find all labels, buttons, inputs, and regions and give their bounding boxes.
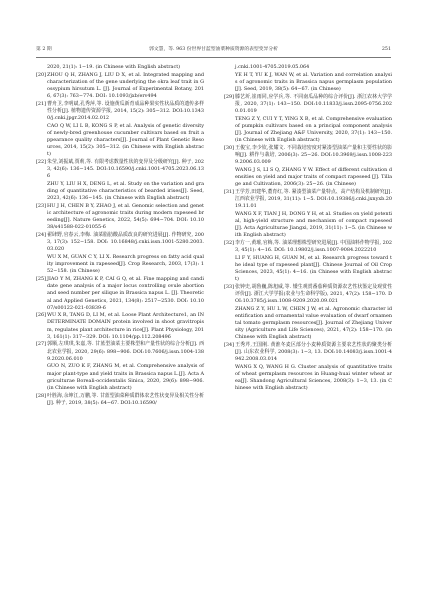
reference-entry xyxy=(36,276,204,312)
references-left-column xyxy=(36,64,204,407)
reference-text: j.cnki.1001-4705.2019.05.064 xyxy=(235,64,310,70)
reference-text: ZHU Y, LIU H X, DENG L, et al. Study on the variation and grading of quantitative characteristics of bearded irises[J]. Seed, 2023, 42(6): 136−145. (in Chinese with English abstract) xyxy=(47,181,204,202)
reference-text: ZHANG Z Y, HU L W, CHEN J W, et al. Agronomic character identification and ornamental value evaluation of dwarf ornamental tomato germplasm resources[J]. Journal of Zhejiang University (Agriculture and Life Sciences), 2021, 47(2): 158−170. (in Chinese with English abstract) xyxy=(235,305,392,341)
reference-text: HU J H, CHEN B Y, ZHAO J, et al. Genomic selection and genetic architecture of agronomic traits during modern rapeseed breeding[J]. Nature Genetics, 2022, 54(5): 694−704. DOI: 10.1038/s41588-022-01055-6 xyxy=(47,202,204,231)
header-rule xyxy=(36,57,391,58)
running-title: 郭文慧，等. 963 份世界甘蓝型油菜种质资源的表型变异分析 xyxy=(149,47,278,52)
reference-entry xyxy=(224,240,392,254)
reference-text: 郭顺,左琪琪,朱嘉,等. 甘蓝型油菜主要株型和产量性状的综合分析[J]. 西北农业学报, 2020, 29(6): 898−906. DOI:10.7606/j.issn.1004-1389.2020.06.010 xyxy=(47,341,204,362)
reference-entry xyxy=(224,64,392,71)
reference-text: WANG X Q, WANG H G. Cluster analysis of quantitative traits of wheat germplasm resources in Huang-huai winter wheat area[J]. Shandong Agricultural Sciences, 2008(3): 1−3, 13. (in Chinese with English abstract) xyxy=(235,363,392,392)
reference-entry xyxy=(36,341,204,362)
reference-number: [27] xyxy=(36,341,47,348)
reference-text: 叶胜海,余坤江,万鹏,等. 甘蓝型油菜种质群体农艺性状变异及相关性分析[J]. 种子, 2019, 38(5): 64−67. DOI:10.16590/ xyxy=(47,392,204,406)
reference-text: 张钟史,胡鲁巍,陈旭威,等. 矮生观赏番茄种质资源农艺性状鉴定及观赏性评价[J]. 浙江大学学报(农业与生命科学版), 2021, 47(2): 158−170. DOI:10.3785/j.issn.1008-9209.2020.09.021 xyxy=(235,283,392,304)
page-number-right: 251 xyxy=(381,47,391,52)
reference-text: 朱莹,刘振斌,贾莉,等. 有限考虑数量性状的变异及分级研究[J]. 种子, 2023, 42(6): 136−145. DOI:10.16590/j.cnki.1001-4705.2023.06.136 xyxy=(47,159,204,180)
reference-number: [31] xyxy=(224,188,235,195)
reference-number: [25] xyxy=(36,276,47,283)
reference-entry xyxy=(224,306,392,342)
reference-text: TENG Z Y, CUI Y T, YING X B, et al. Comprehensive evaluation of pumpkin cultivars based on a principal component analysis[J]. Journal of Zhejiang A&F University, 2020, 37(1): 143−150. (in Chinese with English abstract) xyxy=(235,115,392,144)
reference-entry xyxy=(36,159,204,180)
reference-entry xyxy=(224,284,392,305)
reference-text: ZHOU Q H, ZHANG J, LIU D X, et al. Integrated mapping and characterization of the gene underlying the okra leaf trait in Gossypium hirsutum L. [J]. Journal of Experimental Botany, 2016, 67(3): 763−774. DOI: 10.1093/jxb/erv494 xyxy=(47,71,204,100)
reference-number: [29] xyxy=(224,93,235,100)
reference-entry xyxy=(36,232,204,253)
reference-entry xyxy=(36,203,204,232)
reference-number: [21] xyxy=(36,100,47,107)
reference-entry xyxy=(36,312,204,341)
page-number-left: 第 2 期 xyxy=(36,47,52,52)
reference-text: 李方一,黄璀,官梅,等. 油菜理想株型研究进展[J]. 中国油料作物学报, 2023, 45(1): 4−16. DOI: 10.19802/j.issn.1007-9084.2022210 xyxy=(235,239,392,253)
reference-text: 王俊宝,李少钦,张耀文. 不同栽培密度对紧凑型油菜产量和主要性状的影响[J]. 耕作与栽培, 2006(3): 25−26. DOI:10.3969/j.issn.1008-2239.2006.03.009 xyxy=(235,144,392,166)
reference-text: JIAO Y M, ZHANG K P, CAI G Q, et al. Fine mapping and candidate gene analysis of a major locus controlling ovule abortion and seed number per silique in Brassica napus L. [J]. Theoretical and Applied Genetics, 2021, 134(8): 2517−2530. DOI: 10.1007/s00122-021-03839-6 xyxy=(47,276,204,311)
reference-number: [20] xyxy=(36,71,47,78)
reference-text: 王学芳,田建华,董育红,等. 紧凑型油菜产量特点、高产结构及机制研究[J]. 江西农业学报, 2019, 31(11): 1−5. DOI:10.19386/j.cnki.jxnyxb.2019.11.01 xyxy=(235,188,392,209)
references-right-column xyxy=(224,64,392,393)
reference-entry xyxy=(36,363,204,392)
reference-text: 翟肆野,官春云,李梅. 油菜脂肪酸品质改良的研究进展[J]. 作物研究, 2003, 17(3): 152−158. DOI: 10.16848/j.cnki.issn.1001-5280.2003.03.020 xyxy=(47,232,204,253)
reference-number: [23] xyxy=(36,202,47,209)
reference-text: CAO Q W, LI L B, KONG S P, et al. Analysis of genetic diversity of newly-bred greenhouse cucumber cultivars based on fruit appearance quality characters[J]. Journal of Plant Genetic Resources, 2014, 15(2): 305−312. (in Chinese with English abstract) xyxy=(47,122,204,158)
reference-text: 王秀芹,王国刚. 黄淮冬麦区部分小麦种质资源主要农艺性状的聚类分析[J]. 山东农业科学, 2008(3): 1−3, 13. DOI:10.14083/j.issn.1001-4942.2008.03.014 xyxy=(235,341,392,363)
reference-text: WU X M, GUAN C Y, LI X. Research progress on fatty acid quality improvement in rapeseed[J]. Crop Research, 2003, 17(3): 152−158. (in Chinese) xyxy=(47,254,204,275)
reference-text: YE H T, YU K J, WAN W, et al. Variation and correlation analysis of agronomic traits in Brassica napus germplasm population[J]. Seed, 2019, 38(5): 64−67. (in Chinese) xyxy=(235,71,392,92)
reference-entry xyxy=(36,254,204,275)
reference-entry xyxy=(36,123,204,159)
reference-entry xyxy=(224,364,392,393)
reference-entry xyxy=(224,72,392,93)
reference-entry xyxy=(224,211,392,240)
reference-text: LI F Y, HUANG H, GUAN M, et al. Research progress toward the ideal type of rapeseed plant[J]. Chinese Journal of Oil Crop Sciences, 2023, 45(1): 4−16. (in Chinese with English abstract) xyxy=(235,254,392,283)
reference-entry xyxy=(36,72,204,101)
reference-entry xyxy=(36,181,204,202)
reference-number: [33] xyxy=(224,283,235,290)
reference-entry xyxy=(36,101,204,122)
reference-text: WU X R, TANG D, LI M, et al. Loose Plant Architecture1, an INDETERMINATE DOMAIN protein involved in shoot gravitropism, regulates plant architecture in rice[J]. Plant Physiology, 2013, 161(1): 317−329. DOI: 10.1104/pp.112.208496 xyxy=(47,312,204,340)
reference-entry xyxy=(224,94,392,115)
reference-text: 2020, 21(1): 1−19. (in Chinese with English abstract) xyxy=(47,64,181,70)
reference-entry xyxy=(36,64,204,71)
reference-entry xyxy=(224,145,392,166)
reference-text: WANG X F, TIAN J H, DONG Y H, et al. Studies on yield potential, high-yield structure and mechanism of compact rapeseed[J]. Acta Agriculturae Jiangxi, 2019, 31(11): 1−5. (in Chinese with English abstract) xyxy=(235,210,392,239)
reference-number: [22] xyxy=(36,159,47,166)
reference-text: GUO N, ZUO K F, ZHANG M, et al. Comprehensive analysis of major plant-type and yield traits in Brassica napus L.[J]. Acta Agriculturae Boreali-occidentalis Sinica, 2020, 29(6): 898−906. (in Chinese with English abstract) xyxy=(47,363,204,391)
reference-entry xyxy=(224,342,392,363)
reference-text: 滕艺圻,崔雨同,应学兵,等. 不同南瓜品种的综合评价[J]. 浙江农林大学学报, 2020, 37(1): 143−150. DOI:10.11833/j.issn.2095-0756.2020.01.019 xyxy=(235,93,392,114)
reference-number: [28] xyxy=(36,392,47,399)
reference-number: [24] xyxy=(36,232,47,239)
reference-entry xyxy=(224,116,392,145)
reference-number: [32] xyxy=(224,239,235,246)
reference-text: WANG J S, LI S Q, ZHANG Y W. Effect of different cultivation densities on yield and major traits of compact rapeseed [J]. Tillage and Cultivation, 2006(3): 25−26. (in Chinese) xyxy=(235,166,392,187)
reference-number: [30] xyxy=(224,144,235,151)
reference-entry xyxy=(224,255,392,284)
reference-entry xyxy=(224,189,392,210)
reference-number: [34] xyxy=(224,341,235,348)
reference-entry xyxy=(36,393,204,407)
reference-entry xyxy=(224,167,392,188)
reference-number: [26] xyxy=(36,312,47,319)
reference-text: 曹舟卫,李明斌,孔秀萍,等. 设施黄瓜新育成品种果实性状品质的遗传多样性分析[J]. 植物遗传资源学报, 2014, 15(2): 305−312. DOI:10.13430/j.cnki.jpgr.2014.02.012 xyxy=(47,100,204,122)
